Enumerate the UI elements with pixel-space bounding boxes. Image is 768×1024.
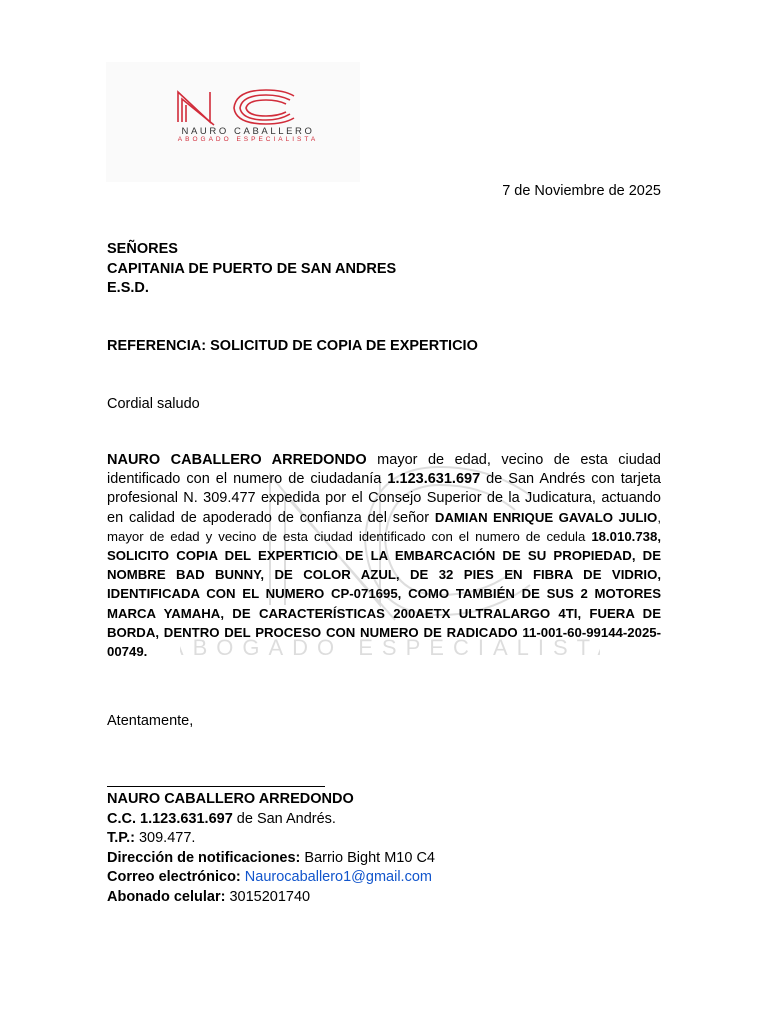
recipient-line-2: CAPITANIA DE PUERTO DE SAN ANDRES	[107, 260, 397, 277]
body-text-3: , mayor de edad y vecino de esta ciudad identificado con el numero de cedula	[107, 509, 661, 544]
greeting: Cordial saludo	[107, 396, 200, 412]
recipient-line-1: SEÑORES	[107, 241, 178, 257]
email-link[interactable]: Naurocaballero1@gmail.com	[244, 869, 432, 885]
body-cc-number: 1.123.631.697	[387, 471, 481, 488]
signature-email: Correo electrónico: Naurocaballero1@gmail.com	[107, 869, 432, 885]
body-sender-name: NAURO CABALLERO ARREDONDO	[107, 452, 367, 468]
logo-name: NAURO CABALLERO	[181, 126, 315, 137]
signature-address: Dirección de notificaciones: Barrio Bight M10 C4	[107, 849, 435, 866]
recipient-block	[107, 240, 396, 299]
reference-line: REFERENCIA: SOLICITUD DE COPIA DE EXPERTICIO	[107, 338, 478, 354]
body-client-name: DAMIAN ENRIQUE GAVALO JULIO	[434, 509, 658, 525]
watermark-subtitle: ABOGADO ESPECIALISTA	[180, 635, 600, 660]
signature-name: NAURO CABALLERO ARREDONDO	[107, 791, 354, 807]
signature-phone: Abonado celular: 3015201740	[107, 888, 311, 905]
recipient-line-3: E.S.D.	[107, 280, 149, 296]
body-request: 18.010.738, SOLICITO COPIA DEL EXPERTICIO DE LA EMBARCACIÓN DE SU PROPIEDAD, DE NOMBRE BAD BUNNY, DE COLOR AZUL, DE 32 PIES EN FIBRA DE VIDRIO, IDENTIFICADA CON EL NUMERO CP-071695, COMO TAMBIÉN DE SUS 2 MOTORES MARCA YAMAHA, DE CARACTERÍSTICAS 200AETX ULTRALARGO 4TI, FUERA DE BORDA, DENTRO DEL PROCESO CON NUMERO DE RADICADO 11-001-60-99144-2025-00749.	[107, 528, 661, 660]
body-text-2: de San Andrés con tarjeta profesional N. 309.477 expedida por el Consejo Superior de la Judicatura, actuando en calidad de apoderado de confianza del señor	[107, 471, 661, 526]
signature-block	[107, 790, 435, 907]
signature-tp: T.P.: 309.477.	[107, 830, 196, 846]
signature-line	[107, 786, 325, 787]
signature-cc: C.C. 1.123.631.697 de San Andrés.	[107, 810, 336, 827]
body-paragraph	[107, 451, 661, 662]
body-text-1: mayor de edad, vecino de esta ciudad identificado con el numero de ciudadanía	[107, 452, 661, 488]
letter-date: 7 de Noviembre de 2025	[502, 183, 661, 199]
closing: Atentamente,	[107, 713, 194, 729]
logo-subtitle: ABOGADO ESPECIALISTA	[177, 136, 319, 143]
letterhead-logo	[106, 62, 360, 182]
nc-monogram-logo	[106, 62, 360, 182]
